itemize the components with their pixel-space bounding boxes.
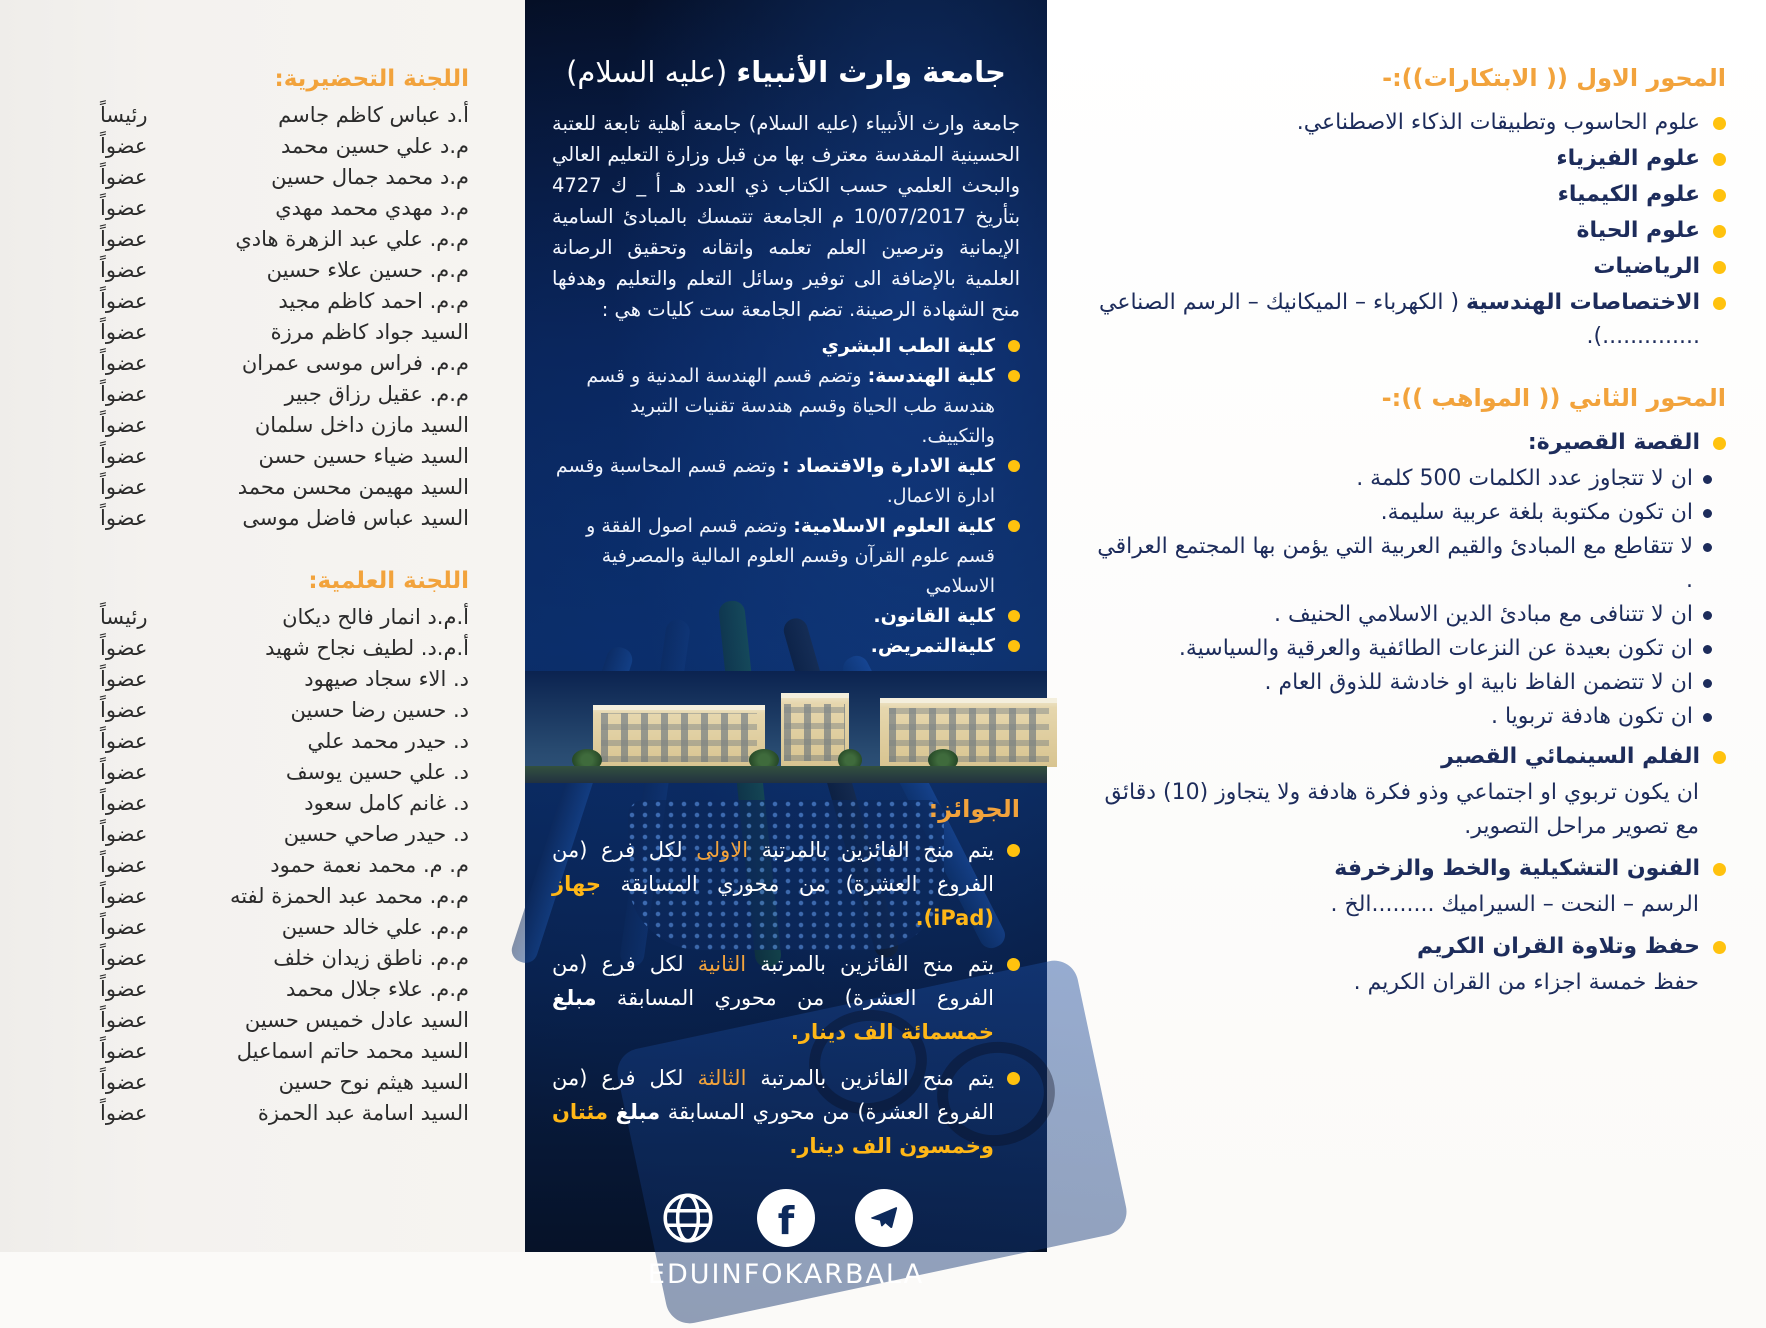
committee-member-row (100, 633, 469, 664)
axis2-point (1086, 632, 1712, 666)
axis1-item-lead: الاختصاصات الهندسية (1466, 290, 1700, 315)
axis2-heading-text: حفظ وتلاوة القران الكريم (1417, 934, 1700, 959)
axis2-block-heading (1086, 930, 1726, 964)
committee-member-row (100, 664, 469, 695)
member-name: م.م. علي خالد حسين (281, 915, 469, 939)
bullet-icon (1008, 520, 1020, 532)
prizes-list (552, 833, 1020, 1163)
university-intro: جامعة وارث الأنبياء (عليه السلام) جامعة أهلية تابعة للعتبة الحسينية المقدسة معترف بها من قبل وزارة التعليم العالي والبحث العلمي حسب الكتاب ذي العدد هـ أ _ ك 4727 بتأريخ 10/07/2017 م الجامعة تتمسك بالمبادئ السامية الإيمانية وترصين العلم تعلمه واتقانه وتحقيق الرصانة العلمية بالإضافة الى توفير وسائل التعلم والتعليم وهدفها منح الشهادة الرصينة. تضم الجامعة ست كليات هي : (552, 112, 1021, 321)
committee-member-row (100, 1036, 469, 1067)
member-name: السيد عباس فاضل موسى (242, 506, 469, 530)
member-role: عضواً (100, 320, 148, 344)
committee-member-row (100, 602, 469, 633)
member-name: السيد هيثم نوح حسين (278, 1070, 469, 1094)
axis1-item (1086, 286, 1726, 354)
college-item (552, 511, 1020, 601)
axis1-item-text: الرياضيات (1593, 254, 1700, 279)
member-name: السيد عادل خميس حسين (244, 1008, 469, 1032)
member-role: رئيساً (100, 103, 148, 127)
member-role: عضواً (100, 258, 148, 282)
college-desc: وتضم قسم المحاسبة وقسم ادارة الاعمال. (555, 455, 995, 507)
member-name: د. حيدر محمد علي (307, 729, 469, 753)
member-name: أ.م.د انمار فالح ديكان (282, 605, 469, 629)
bullet-icon (1703, 475, 1712, 484)
college-desc: وتضم قسم الهندسة المدنية و قسم هندسة طب الحياة وقسم هندسة تقنيات التبريد والتكييف. (586, 365, 995, 447)
axis2-point (1086, 700, 1712, 734)
axis1-item-text: علوم الكيمياء (1557, 182, 1700, 207)
member-name: د. غانم كامل سعود (304, 791, 469, 815)
bullet-icon (1713, 117, 1726, 130)
member-role: عضواً (100, 134, 148, 158)
member-name: م.م. فراس موسى عمران (241, 351, 469, 375)
prize-award: مئتان وخمسون الف دينار. (552, 1100, 994, 1158)
college-item (552, 601, 1020, 631)
college-desc: وتضم قسم اصول الفقة و قسم علوم القرآن وقسم العلوم المالية والمصرفية الاسلامي (586, 515, 995, 597)
committees-container (100, 66, 469, 1129)
committee-member-row (100, 224, 469, 255)
university-name: جامعة وارث الأنبياء (736, 55, 1006, 89)
axis1-item (1086, 214, 1726, 248)
axis2-block-body: ان يكون تربوي او اجتماعي وذو فكرة هادفة ولا يتجاوز (10) دقائق مع تصوير مراحل التصوير. (1104, 780, 1699, 839)
university-name-suffix: (عليه السلام) (566, 55, 728, 89)
member-role: عضواً (100, 413, 148, 437)
college-name: كلية الطب البشري (821, 335, 995, 357)
college-item (552, 331, 1020, 361)
axis2-points (1086, 462, 1712, 734)
axis2-block (1086, 740, 1726, 844)
committee-member-row (100, 193, 469, 224)
axis2-heading-text: الفلم السينمائي القصير (1441, 744, 1700, 769)
member-name: السيد مازن داخل سلمان (254, 413, 469, 437)
member-role: عضواً (100, 1070, 148, 1094)
prize-award: خمسمائة الف دينار. (790, 1020, 994, 1044)
prize-award: جهاز (iPad). (552, 872, 994, 930)
prize-item-text: يتم منح الفائزين بالمرتبة الثانية لكل فرع (من الفروع العشرة) من محوري المسابقة مبلغ خمسمائة الف دينار. (552, 952, 994, 1044)
member-role: عضواً (100, 946, 148, 970)
colleges-list (552, 331, 1020, 661)
member-name: السيد اسامة عبد الحمزة (257, 1101, 469, 1125)
axis-innovations-section (1086, 64, 1726, 354)
member-role: عضواً (100, 227, 148, 251)
axis2-point (1086, 598, 1712, 632)
member-role: عضواً (100, 822, 148, 846)
bullet-icon (1713, 941, 1726, 954)
member-name: م.م. محمد عبد الحمزة لفته (229, 884, 469, 908)
axis2-heading-text: القصة القصيرة: (1527, 430, 1700, 455)
axis1-item (1086, 250, 1726, 284)
member-role: عضواً (100, 915, 148, 939)
member-role: عضواً (100, 475, 148, 499)
axis1-item (1086, 142, 1726, 176)
campus-building (880, 698, 1057, 767)
campus-photo (525, 671, 1047, 783)
axis2-point-text: لا تتقاطع مع المبادئ والقيم العربية التي يؤمن بها المجتمع العراقي . (1097, 534, 1693, 593)
member-role: عضواً (100, 884, 148, 908)
axis2-heading-row (1086, 426, 1726, 460)
bullet-icon (1008, 370, 1020, 382)
bullet-icon (1007, 958, 1020, 971)
bullet-icon (1713, 153, 1726, 166)
college-item (552, 451, 1020, 511)
member-name: د. حيدر صاحي حسين (283, 822, 469, 846)
axis2-point-text: ان لا تتنافى مع مبادئ الدين الاسلامي الحنيف . (1274, 602, 1693, 627)
member-role: عضواً (100, 289, 148, 313)
prize-rank: الثالثة (697, 1066, 747, 1090)
social-handle: EDUINFOKARBALA (647, 1259, 925, 1290)
bullet-icon (1703, 679, 1712, 688)
member-role: عضواً (100, 760, 148, 784)
axis2-block-heading (1086, 740, 1726, 774)
bullet-icon (1713, 863, 1726, 876)
member-role: عضواً (100, 977, 148, 1001)
committee-member-row (100, 1067, 469, 1098)
axis2-heading-row (1086, 740, 1726, 774)
committee-member-row (100, 1005, 469, 1036)
member-name: أ.د عباس كاظم جاسم (278, 103, 469, 127)
axes-panel (1047, 0, 1766, 1252)
committee-member-row (100, 286, 469, 317)
axis2-title: المحور الثاني (( المواهب )):- (1381, 384, 1726, 412)
committee-member-row (100, 943, 469, 974)
axis2-block-heading (1086, 426, 1726, 460)
committee-member-row (100, 410, 469, 441)
university-panel (525, 0, 1047, 1290)
axis1-item (1086, 178, 1726, 212)
committee-member-row (100, 503, 469, 534)
axis-talents-section (1086, 384, 1726, 1000)
college-item-text (552, 451, 995, 511)
member-name: السيد محمد حاتم اسماعيل (236, 1039, 469, 1063)
bullet-icon (1703, 543, 1712, 552)
axis2-point (1086, 462, 1712, 496)
social-footer (552, 1189, 1020, 1290)
committee-member-row (100, 1098, 469, 1129)
prize-rank: الاولى (696, 838, 749, 862)
member-name: م.م. علاء جلال محمد (285, 977, 469, 1001)
prize-item-text: يتم منح الفائزين بالمرتبة الثالثة لكل فرع (من الفروع العشرة) من محوري المسابقة مبلغ مئتان وخمسون الف دينار. (552, 1066, 994, 1158)
university-title (552, 52, 1020, 92)
facebook-icon[interactable]: f (757, 1189, 815, 1247)
axis2-block (1086, 426, 1726, 734)
prizes-title: الجوائز: (928, 795, 1020, 823)
axis2-heading-text: الفنون التشكيلية والخط والزخرفة (1334, 856, 1700, 881)
committee-member-row (100, 726, 469, 757)
bullet-icon (1713, 437, 1726, 450)
member-role: عضواً (100, 1039, 148, 1063)
axis2-heading-row (1086, 852, 1726, 886)
member-role: عضواً (100, 444, 148, 468)
member-role: عضواً (100, 382, 148, 406)
committee-member-row (100, 695, 469, 726)
axis2-point-text: ان لا تتجاوز عدد الكلمات 500 كلمة . (1356, 466, 1693, 491)
bullet-icon (1703, 645, 1712, 654)
committee-member-row (100, 441, 469, 472)
member-role: عضواً (100, 667, 148, 691)
committee-member-row (100, 850, 469, 881)
social-icons (552, 1189, 1020, 1247)
prize-amount-label: مبلغ (552, 986, 597, 1010)
committee-member-row (100, 379, 469, 410)
committee-title: اللجنة التحضيرية: (274, 66, 469, 92)
committee-member-row (100, 974, 469, 1005)
prizes-section (552, 795, 1020, 1163)
member-name: م.د مهدي محمد مهدي (275, 196, 469, 220)
member-name: م.م. علي عبد الزهرة هادي (235, 227, 469, 251)
committee-member-row (100, 788, 469, 819)
bullet-icon (1007, 844, 1020, 857)
college-item-text (552, 601, 995, 631)
member-name: م.م. ناطق زيدان خلف (273, 946, 469, 970)
axis1-item-text: الاختصاصات الهندسية ( الكهرباء – الميكانيك – الرسم الصناعي ..............). (1099, 290, 1700, 349)
axis1-item-text: علوم الحاسوب وتطبيقات الذكاء الاصطناعي. (1296, 110, 1700, 135)
member-role: عضواً (100, 729, 148, 753)
axis1-title: المحور الاول (( الابتكارات)):- (1382, 64, 1726, 92)
member-role: عضواً (100, 1101, 148, 1125)
prize-item (552, 833, 1020, 935)
member-name: السيد مهيمن محسن محمد (237, 475, 469, 499)
college-item-text (552, 511, 995, 601)
campus-building (593, 705, 765, 768)
committee-member-row (100, 819, 469, 850)
bullet-icon (1713, 751, 1726, 764)
bullet-icon (1008, 340, 1020, 352)
committee-member-row (100, 912, 469, 943)
committee-member-row (100, 255, 469, 286)
member-name: م.د محمد جمال حسين (271, 165, 469, 189)
axis2-block (1086, 930, 1726, 1000)
prize-amount-label: مبلغ (615, 1100, 661, 1124)
college-item (552, 631, 1020, 661)
college-name: كلية الهندسة: (867, 365, 995, 387)
bullet-icon (1008, 640, 1020, 652)
committees-panel (0, 0, 525, 1252)
member-role: عضواً (100, 636, 148, 660)
bullet-icon (1713, 225, 1726, 238)
college-item-text (552, 331, 995, 361)
member-name: م.م. احمد كاظم مجيد (278, 289, 469, 313)
member-name: د. حسين رضا حسين (290, 698, 469, 722)
axis1-item (1086, 106, 1726, 140)
committee-member-row (100, 881, 469, 912)
committee-member-row (100, 131, 469, 162)
committee-member-row (100, 162, 469, 193)
member-role: عضواً (100, 698, 148, 722)
member-name: السيد جواد كاظم مرزة (270, 320, 469, 344)
axis2-point-text: ان تكون بعيدة عن النزعات الطائفية والعرقية والسياسية. (1178, 636, 1693, 661)
member-name: أ.م.د. لطيف نجاح شهيد (265, 636, 469, 660)
member-name: م.د علي حسين محمد (280, 134, 469, 158)
bullet-icon (1703, 713, 1712, 722)
college-item-text (552, 631, 995, 661)
member-name: د. علي حسين يوسف (285, 760, 469, 784)
committee-title: اللجنة العلمية: (308, 568, 469, 594)
axis2-point (1086, 530, 1712, 598)
member-role: عضواً (100, 351, 148, 375)
axis2-point-text: ان تكون هادفة تربويا . (1490, 704, 1693, 729)
axis2-block-body: حفظ خمسة اجزاء من القران الكريم . (1353, 970, 1699, 995)
committee-member-row (100, 348, 469, 379)
college-item (552, 361, 1020, 451)
member-role: عضواً (100, 1008, 148, 1032)
axis1-item-text: علوم الحياة (1576, 218, 1700, 243)
axis2-point (1086, 496, 1712, 530)
member-role: عضواً (100, 791, 148, 815)
axis2-point-text: ان لا تتضمن الفاظ نابية او خادشة للذوق العام . (1264, 670, 1693, 695)
member-name: م. م. محمد نعمة حمود (270, 853, 469, 877)
committee-member-row (100, 100, 469, 131)
bullet-icon (1007, 1072, 1020, 1085)
member-name: د. الاء سجاد صيهود (304, 667, 469, 691)
member-role: عضواً (100, 196, 148, 220)
prize-item (552, 1061, 1020, 1163)
axis2-block-body: الرسم – النحت – السيراميك .........الخ . (1330, 892, 1699, 917)
bullet-icon (1703, 509, 1712, 518)
axis2-block (1086, 852, 1726, 922)
axis2-blocks (1086, 426, 1726, 1000)
college-name: كليةالتمريض. (870, 635, 995, 657)
member-role: عضواً (100, 853, 148, 877)
bullet-icon (1713, 297, 1726, 310)
committee-member-row (100, 757, 469, 788)
axis2-point-text: ان تكون مكتوبة بلغة عربية سليمة. (1380, 500, 1693, 525)
axis1-item-text: علوم الفيزياء (1556, 146, 1700, 171)
member-name: م.م. عقيل رزاق جبير (284, 382, 469, 406)
member-role: عضواً (100, 165, 148, 189)
bullet-icon (1713, 189, 1726, 202)
axis1-list (1086, 106, 1726, 354)
college-item-text (552, 361, 995, 451)
bullet-icon (1703, 611, 1712, 620)
committee-member-row (100, 472, 469, 503)
college-name: كلية القانون. (873, 605, 995, 627)
website-globe-icon[interactable] (659, 1189, 717, 1247)
bullet-icon (1008, 610, 1020, 622)
prize-item (552, 947, 1020, 1049)
prize-item-text: يتم منح الفائزين بالمرتبة الاولى لكل فرع (من الفروع العشرة) من محوري المسابقة جهاز (iPad). (552, 838, 995, 930)
telegram-icon[interactable] (855, 1189, 913, 1247)
college-name: كلية العلوم الاسلامية: (793, 515, 995, 537)
axis2-point (1086, 666, 1712, 700)
member-name: م.م. حسين علاء حسين (266, 258, 469, 282)
member-name: السيد ضياء حسين حسن (258, 444, 469, 468)
committee-section (100, 568, 469, 1129)
college-name: كلية الادارة والاقتصاد : (782, 455, 995, 477)
bullet-icon (1008, 460, 1020, 472)
member-role: رئيساً (100, 605, 148, 629)
campus-ground (525, 766, 1047, 783)
member-role: عضواً (100, 506, 148, 530)
university-content (525, 0, 1047, 1290)
axis2-block-heading (1086, 852, 1726, 886)
committee-section (100, 66, 469, 534)
prize-rank: الثانية (697, 952, 747, 976)
bullet-icon (1713, 261, 1726, 274)
axis2-heading-row (1086, 930, 1726, 964)
committee-member-row (100, 317, 469, 348)
